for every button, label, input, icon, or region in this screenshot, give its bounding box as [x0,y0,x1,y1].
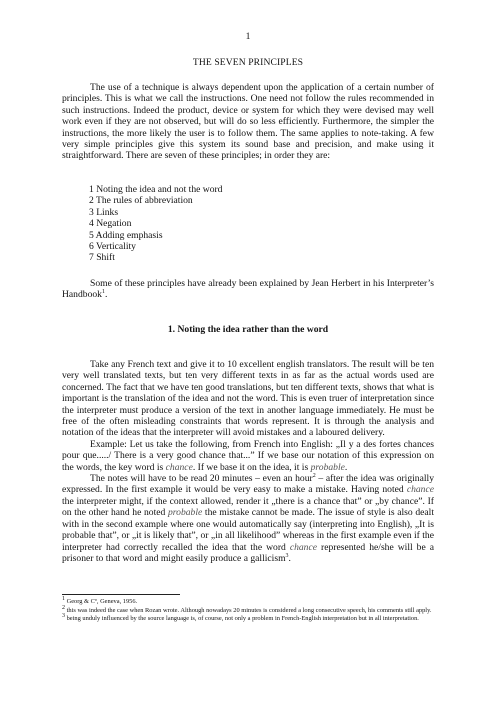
list-item: 4 Negation [89,218,132,230]
footnotes [62,595,434,624]
herbert-paragraph [62,278,434,301]
keyword-chance: chance [165,461,193,473]
keyword-chance: chance [289,541,317,553]
body-paragraph-3 [62,473,434,564]
text-run: The notes will have to be read 20 minutes – even an hour [90,473,313,485]
list-item: 6 Verticality [89,240,136,252]
herbert-end: . [104,289,108,301]
text-run: . [344,461,348,473]
footnote-divider [62,594,180,595]
text-run: represented he/she will be a prisoner to that word and might easily produce a gallicism [62,541,434,564]
text-run: . [288,552,291,564]
footnote-number: 1 [62,595,65,602]
list-item: 7 Shift [89,252,115,264]
section-heading: 1. Noting the idea rather than the word [167,324,329,335]
body-paragraph-2 [62,439,434,473]
footnote-2 [62,604,434,615]
text-run: – after the idea was originally expressed. In the first example it would be very easy to make a mistake. Having noted [62,473,434,496]
section-body [62,359,434,564]
text-run: . If we base it on the idea, it is [192,461,311,473]
list-item: 2 The rules of abbreviation [89,195,193,207]
footnote-number: 3 [62,612,65,619]
footnote-ref-3[interactable]: 3 [285,552,289,559]
footnote-number: 2 [62,604,65,611]
page-number: 1 [245,31,251,42]
keyword-probable: probable [310,461,345,473]
list-item: 3 Links [89,206,119,218]
keyword-probable: probable [167,507,203,519]
principles-list [89,184,222,264]
text-run: Example: Let us take the following, from French into English: „Il y a des fortes chances pour que...../ There is a very good chance that...” If we base our notation of this expression on the words, the key word is [62,438,434,473]
herbert-text: Some of these principles have already been explained by Jean Herbert in his Interpreter’s Handbook [62,278,434,301]
footnote-text: Georg & Cº, Geneva, 1956. [66,598,138,605]
text-run: the mistake cannot be made. The issue of style is also dealt with in the second example where one would automatically say (interpreting into English), „It is probable that”, or „it is likely that”, or „in all likelihood” whereas in the first example even if the interpreter had correctly recalled the idea that the word [62,507,434,553]
footnote-text: being unduly influenced by the source language is, of course, not only a problem in French-English interpretation but in all interpretation. [66,615,419,622]
footnote-ref-1[interactable]: 1 [101,289,105,296]
list-item: 1 Noting the idea and not the word [89,184,223,195]
footnote-text: this was indeed the case when Rozan wrote. Although nowadays 20 minutes is considered a long consecutive speech, his comments still apply. [66,606,432,614]
intro-paragraph: The use of a technique is always dependent upon the application of a certain number of principles. This is what we call the instructions. One need not follow the rules recommended in such instructions. Indeed the product, device or system for which they were devised may well work even if they are not observed, but will do so less efficiently. Furthermore, the simpler the instructions, the more likely the user is to follow them. The same applies to note-taking. A few very simple principles give this system its sound base and precision, and make using it straightforward. There are seven of these principles; in order they are: [62,82,434,162]
page-title: THE SEVEN PRINCIPLES [192,57,304,68]
footnote-3 [62,612,434,623]
footnote-1 [62,595,434,606]
body-paragraph-1: Take any French text and give it to 10 excellent english translators. The result will be ten very well translated texts, but ten very different texts in as far as the actual words used are concerned. The fact that we have ten good translations, but ten different texts, shows that what is important is the translation of the idea and not the word. This is even truer of interpretation since the interpreter must produce a version of the text in another language immediately. He must be free of the often misleading constraints that words represent. It is through the analysis and notation of the ideas that the interpreter will avoid mistakes and a laboured delivery. [62,359,434,439]
footnote-ref-2[interactable]: 2 [312,472,316,479]
keyword-chance: chance [406,484,434,496]
text-run: the interpreter might, if the context allowed, render it „there is a chance that” or „by chance”. If on the other hand he noted [62,495,434,519]
list-item: 5 Adding emphasis [89,229,163,241]
